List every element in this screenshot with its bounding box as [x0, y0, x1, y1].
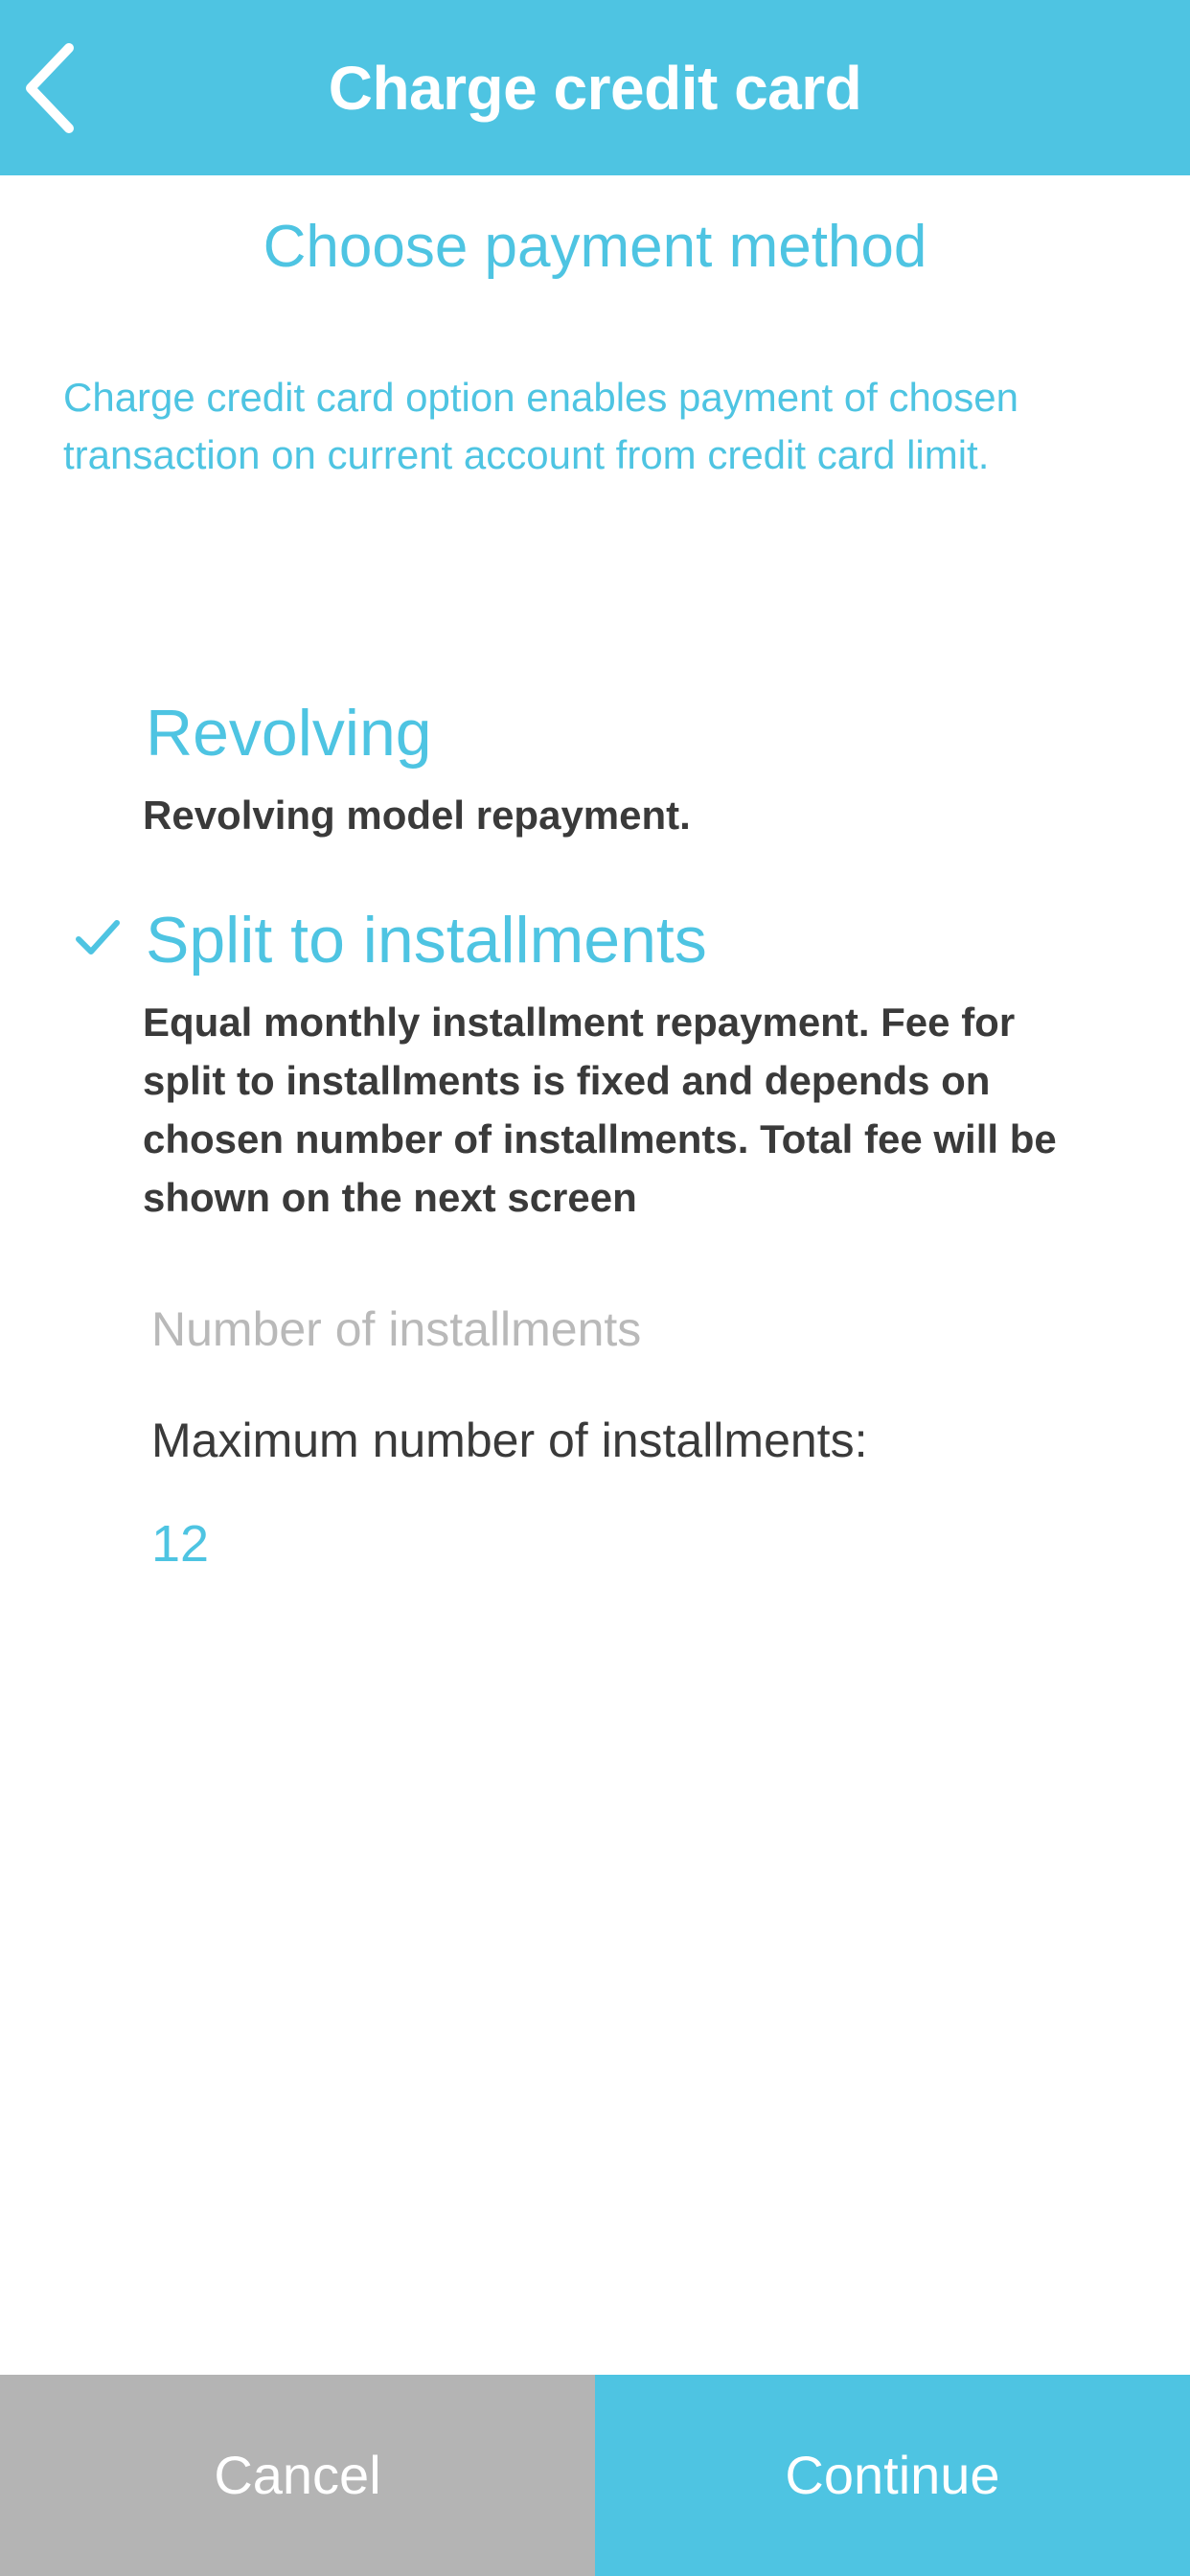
- option-title: Split to installments: [146, 904, 707, 977]
- section-title: Choose payment method: [263, 214, 927, 280]
- option-title: Revolving: [146, 697, 432, 770]
- header-bar: [0, 0, 1190, 175]
- page-title: Charge credit card: [328, 54, 862, 123]
- max-installments-value: 12: [151, 1515, 210, 1573]
- intro-text: Charge credit card option enables payment of chosen transaction on current account from credit card limit.: [63, 375, 1018, 477]
- option-description: Revolving model repayment.: [143, 793, 691, 838]
- cancel-button[interactable]: Cancel: [0, 2375, 595, 2576]
- max-installments-label: Maximum number of installments:: [151, 1414, 868, 1467]
- checkmark-icon: [75, 914, 121, 960]
- footer-bar: [0, 2375, 1190, 2576]
- option-description: Equal monthly installment repayment. Fee for split to installments is fixed and depends on chosen number of installments. Total fee will be shown on the next screen: [143, 1000, 1057, 1220]
- installments-input[interactable]: Number of installments: [151, 1302, 642, 1356]
- continue-button[interactable]: Continue: [595, 2375, 1190, 2576]
